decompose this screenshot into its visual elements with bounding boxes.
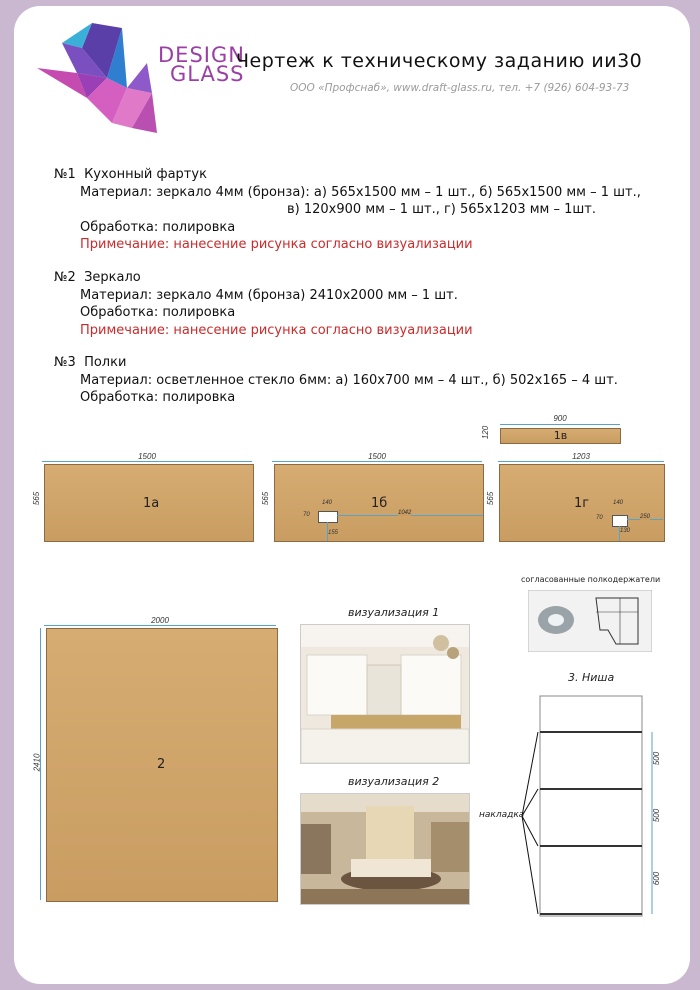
socket-cutout	[612, 515, 628, 527]
contact-line: ООО «Профснаб», www.draft-glass.ru, тел. +7 (926) 604-93-73	[290, 82, 630, 94]
dim-line	[500, 424, 620, 425]
dim-1b-height: 565	[261, 491, 271, 506]
plate-1v	[500, 428, 621, 444]
item-processing: Обработка: полировка	[80, 219, 236, 235]
dim-line	[44, 625, 276, 626]
dim-cutout-right: 250	[640, 514, 651, 520]
item-material: Материал: осветленное стекло 6мм: а) 160х700 мм – 4 шт., б) 502х165 – 4 шт.	[80, 372, 618, 388]
dim-1g-height: 565	[486, 491, 496, 506]
item-name: Зеркало	[84, 270, 141, 285]
livingroom-visualization	[300, 793, 470, 905]
dim-1v-width: 900	[553, 414, 567, 423]
dim-2-height: 2410	[32, 753, 42, 772]
visual-caption-2: визуализация 2	[348, 775, 440, 788]
dim-2-width: 2000	[151, 616, 169, 625]
niche-drawing	[470, 694, 675, 920]
plate-label: 1б	[371, 496, 388, 511]
niche-dim-top: 500	[652, 751, 662, 766]
item-note: Примечание: нанесение рисунка согласно визуализации	[80, 237, 473, 252]
spec-item-2	[54, 269, 674, 339]
spec-item-3	[54, 354, 674, 407]
dim-cutout-bottom: 155	[328, 530, 339, 536]
item-number: №2	[54, 270, 76, 285]
shelf-holder-drawing	[528, 590, 652, 652]
niche-note: накладка	[479, 810, 525, 820]
niche-dim-bottom: 600	[652, 871, 662, 886]
plate-label: 2	[157, 757, 166, 772]
dim-line	[42, 461, 252, 462]
niche-title: 3. Ниша	[568, 671, 615, 684]
dim-1a-width: 1500	[138, 452, 156, 461]
dim-cutout-width: 140	[322, 500, 333, 506]
item-note: Примечание: нанесение рисунка согласно визуализации	[80, 322, 473, 338]
dim-cutout-bottom: 130	[620, 528, 631, 534]
plate-label: 1в	[553, 429, 568, 442]
item-number: №1	[54, 167, 76, 182]
dim-1b-width: 1500	[368, 452, 386, 461]
socket-cutout	[318, 511, 338, 523]
dim-cutout-right: 1042	[398, 510, 412, 516]
item-name: Полки	[84, 355, 127, 370]
item-processing: Обработка: полировка	[80, 305, 236, 320]
dim-1v-height: 120	[481, 425, 491, 440]
plate-label: 1г	[574, 496, 590, 511]
item-material: Материал: зеркало 4мм (бронза) 2410х2000 мм – 1 шт.	[80, 287, 458, 303]
dim-cutout-height: 70	[303, 512, 310, 518]
item-processing: Обработка: полировка	[80, 390, 236, 405]
plate-label: 1а	[143, 496, 160, 511]
holders-caption: согласованные полкодержатели	[521, 575, 661, 584]
item-material: Материал: зеркало 4мм (бронза): а) 565х1500 мм – 1 шт., б) 565х1500 мм – 1 шт.,	[80, 184, 641, 200]
item-material-cont: в) 120х900 мм – 1 шт., г) 565х1203 мм – 1шт.	[287, 202, 596, 217]
plate-1a	[44, 464, 254, 542]
item-number: №3	[54, 355, 76, 370]
plate-2	[46, 628, 278, 902]
dim-line	[498, 461, 664, 462]
dim-1g-width: 1203	[572, 452, 590, 461]
kitchen-visualization	[300, 624, 470, 764]
dim-cutout-height: 70	[596, 515, 603, 521]
visual-caption-1: визуализация 1	[348, 606, 440, 619]
plate-1g	[499, 464, 665, 542]
niche-dim-middle: 500	[652, 808, 662, 823]
plate-1b	[274, 464, 484, 542]
page-title: Чертеж к техническому заданию ии30	[236, 50, 643, 72]
item-name: Кухонный фартук	[84, 167, 207, 182]
dim-cutout-width: 140	[613, 500, 624, 506]
dim-line	[272, 461, 482, 462]
dim-1a-height: 565	[32, 491, 42, 506]
spec-item-1	[54, 166, 674, 254]
brand-name: DESIGN GLASS	[158, 43, 245, 86]
